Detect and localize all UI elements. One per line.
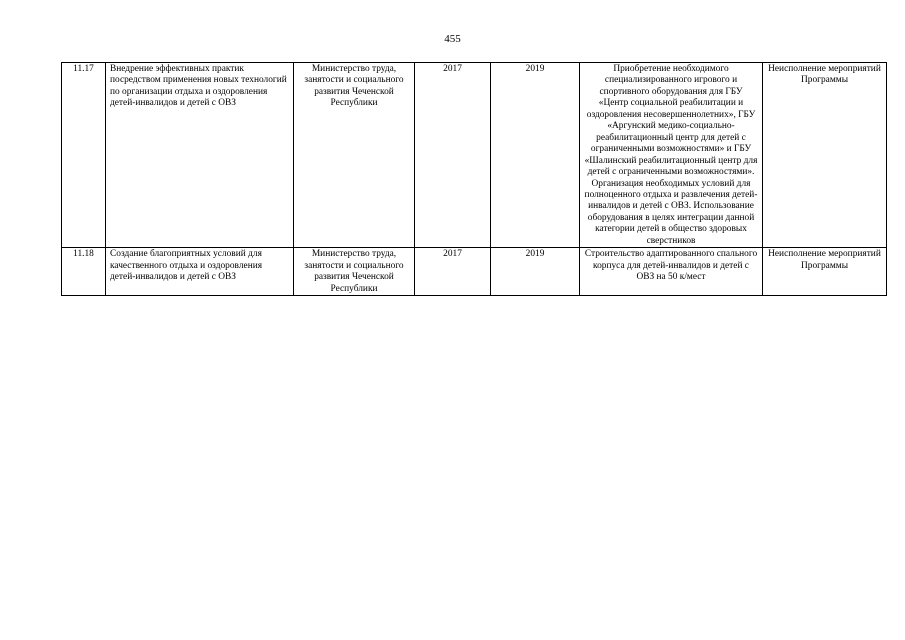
start-year-cell: 2017 <box>415 248 491 296</box>
risk-cell: Неисполнение мероприятий Программы <box>763 63 887 248</box>
executor-cell: Министерство труда, занятости и социального развития Чеченской Республики <box>294 63 415 248</box>
table-row <box>62 63 887 248</box>
result-cell: Строительство адаптированного спального корпуса для детей-инвалидов и детей с ОВЗ на 50 к/мест <box>580 248 763 296</box>
page-number: 455 <box>444 33 461 45</box>
risk-cell: Неисполнение мероприятий Программы <box>763 248 887 296</box>
row-number: 11.18 <box>62 248 106 296</box>
end-year-cell: 2019 <box>491 248 580 296</box>
end-year-cell: 2019 <box>491 63 580 248</box>
start-year-cell: 2017 <box>415 63 491 248</box>
table-row <box>62 248 887 296</box>
measure-cell: Создание благоприятных условий для качественного отдыха и оздоровления детей-инвалидов и детей с ОВЗ <box>106 248 294 296</box>
program-measures-table <box>61 62 887 296</box>
executor-cell: Министерство труда, занятости и социального развития Чеченской Республики <box>294 248 415 296</box>
row-number: 11.17 <box>62 63 106 248</box>
result-cell: Приобретение необходимого специализированного игрового и спортивного оборудования для ГБУ «Центр социальной реабилитации и оздоровления несовершеннолетних», ГБУ «Аргунский медико-социально-реабилитационный центр для детей с ограниченными возможностями» и ГБУ «Шалинский реабилитационный центр для детей с ограниченными возможностями». Организация необходимых условий для полноценного отдыха и развлечения детей-инвалидов и детей с ОВЗ. Использование оборудования в целях интеграции данной категории детей в общество здоровых сверстников <box>580 63 763 248</box>
measure-cell: Внедрение эффективных практик посредством применения новых технологий по организации отдыха и оздоровления детей-инвалидов и детей с ОВЗ <box>106 63 294 248</box>
